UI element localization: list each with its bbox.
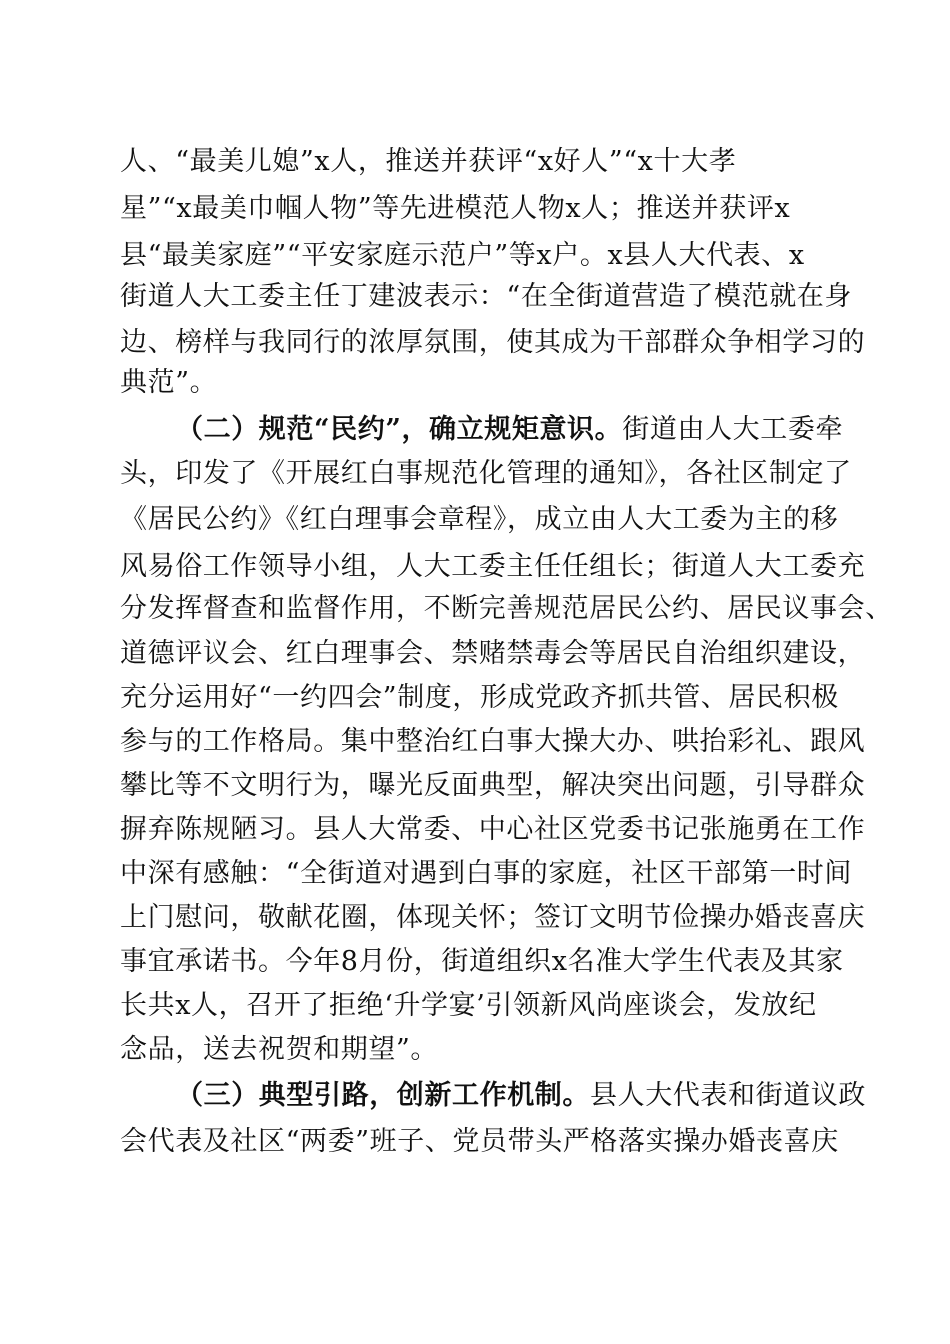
paragraph-line: 长共x人，召开了拒绝‘升学宴’引领新风尚座谈会，发放纪 xyxy=(120,990,817,1021)
section-3-heading: （三）典型引路，创新工作机制。 xyxy=(176,1080,590,1111)
paragraph-line: 风易俗工作领导小组，人大工委主任任组长；街道人大工委充 xyxy=(120,551,866,582)
paragraph-line: 星”“x最美巾帼人物”等先进模范人物x人；推送并获评x xyxy=(120,193,791,224)
paragraph-line: 典范”。 xyxy=(120,367,218,398)
paragraph-line: 道德评议会、红白理事会、禁赌禁毒会等居民自治组织建设， xyxy=(120,638,866,669)
section-3-text: 县人大代表和街道议政 xyxy=(590,1080,866,1111)
section-2-heading: （二）规范“民约”，确立规矩意识。 xyxy=(176,414,623,445)
paragraph-line: 县“最美家庭”“平安家庭示范户”等x户。x县人大代表、x xyxy=(120,240,805,271)
paragraph-line: 摒弃陈规陋习。县人大常委、中心社区党委书记张施勇在工作 xyxy=(120,814,866,845)
paragraph-line: 会代表及社区“两委”班子、党员带头严格落实操办婚丧喜庆 xyxy=(120,1126,839,1157)
paragraph-line: 中深有感触：“全街道对遇到白事的家庭，社区干部第一时间 xyxy=(120,858,853,889)
section-2-text: 街道由人大工委牵 xyxy=(622,414,844,445)
paragraph-line: 头，印发了《开展红白事规范化管理的通知》，各社区制定了 xyxy=(120,458,852,489)
paragraph-line: 街道人大工委主任丁建波表示：“在全街道营造了模范就在身 xyxy=(120,281,853,312)
paragraph-line: 边、榜样与我同行的浓厚氛围，使其成为干部群众争相学习的 xyxy=(120,327,866,358)
paragraph-line: 充分运用好“一约四会”制度，形成党政齐抓共管、居民积极 xyxy=(120,682,839,713)
paragraph-line: 念品，送去祝贺和期望”。 xyxy=(120,1034,439,1065)
paragraph-line: 《居民公约》《红白理事会章程》，成立由人大工委为主的移 xyxy=(120,504,839,535)
paragraph-line: 参与的工作格局。集中整治红白事大操大办、哄抬彩礼、跟风 xyxy=(120,726,866,757)
paragraph-line: 上门慰问，敬献花圈，体现关怀；签订文明节俭操办婚丧喜庆 xyxy=(120,902,866,933)
section-2-first-line xyxy=(176,408,896,452)
paragraph-line: 攀比等不文明行为，曝光反面典型，解决突出问题，引导群众 xyxy=(120,770,866,801)
paragraph-line: 人、“最美儿媳”x人，推送并获评“x好人”“x十大孝 xyxy=(120,146,737,177)
paragraph-line: 分发挥督查和监督作用，不断完善规范居民公约、居民议事会、 xyxy=(120,593,893,624)
paragraph-line: 事宜承诺书。今年8月份，街道组织x名准大学生代表及其家 xyxy=(120,946,844,977)
section-3-first-line xyxy=(176,1074,896,1118)
